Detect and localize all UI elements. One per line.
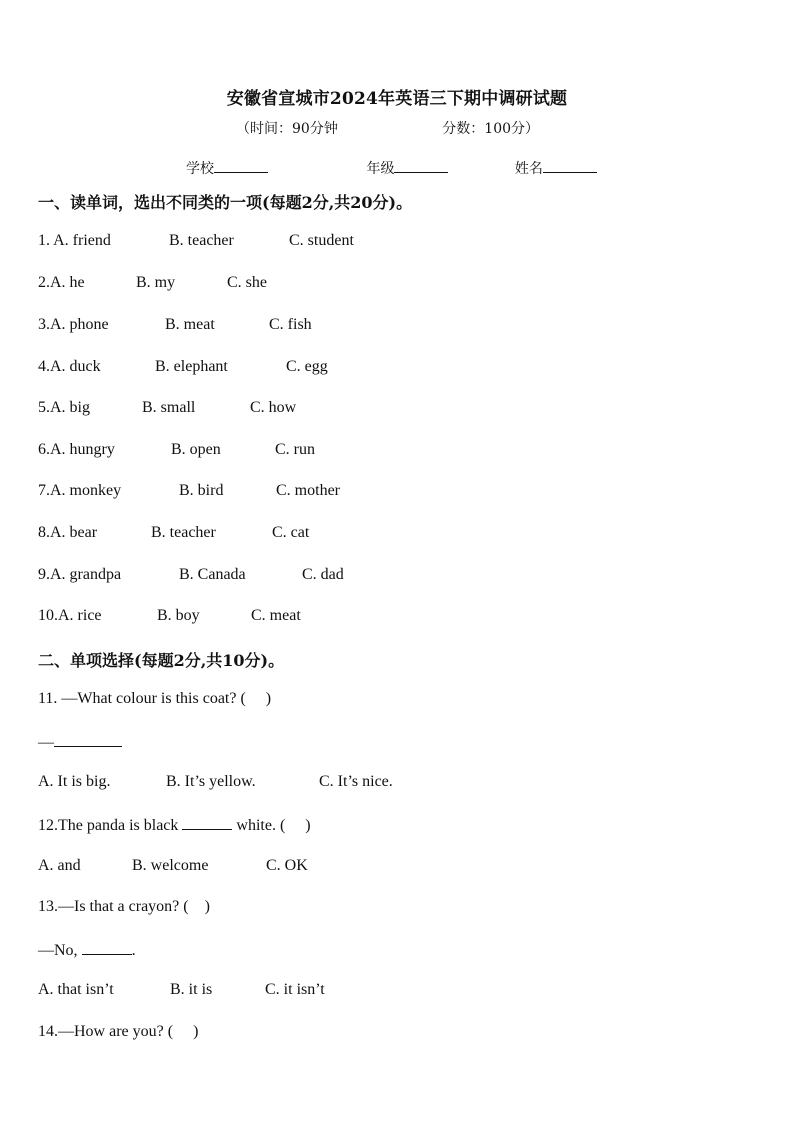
grade-field — [366, 158, 448, 178]
option-a[interactable]: 8.A. bear — [38, 524, 98, 541]
option-c[interactable]: C. fish — [269, 316, 312, 333]
question-13: 13.—Is that a crayon? ( ) — [38, 898, 210, 915]
question-11-answer — [38, 732, 122, 752]
section1-heading: 一、读单词，选出不同类的一项(每题2分,共20分)。 — [38, 193, 413, 212]
option-a[interactable]: 10.A. rice — [38, 607, 102, 624]
option-b[interactable]: B. Canada — [179, 566, 246, 583]
option-a[interactable]: 1. A. friend — [38, 232, 111, 249]
exam-meta — [236, 118, 539, 138]
exam-time: （时间：90分钟 — [236, 121, 338, 137]
name-field — [515, 158, 597, 178]
school-label: 学校 — [186, 161, 214, 177]
option-b[interactable]: B. It’s yellow. — [166, 773, 256, 790]
option-b[interactable]: B. my — [136, 274, 176, 291]
option-a[interactable]: A. and — [38, 857, 81, 874]
option-a[interactable]: A. that isn’t — [38, 981, 114, 998]
question-11-options — [38, 773, 393, 791]
answer-prefix: —No, — [38, 942, 82, 959]
name-label: 姓名 — [514, 161, 543, 177]
option-c[interactable]: C. cat — [272, 524, 310, 541]
option-b[interactable]: B. open — [171, 441, 221, 458]
name-blank[interactable] — [543, 158, 597, 173]
section1-item — [38, 524, 309, 542]
answer-blank[interactable] — [82, 940, 132, 955]
option-c[interactable]: C. mother — [276, 482, 340, 499]
question-11: 11. —What colour is this coat? ( ) — [38, 690, 272, 707]
exam-title: 安徽省宣城市2024年英语三下期中调研试题 — [226, 89, 568, 109]
option-b[interactable]: B. elephant — [155, 358, 228, 375]
option-a[interactable]: A. It is big. — [38, 773, 111, 790]
option-a[interactable]: 6.A. hungry — [38, 441, 115, 458]
option-c[interactable]: C. student — [289, 232, 354, 249]
option-c[interactable]: C. she — [227, 274, 267, 291]
section1-item — [38, 399, 296, 417]
section1-item — [38, 232, 354, 250]
question-13-options — [38, 981, 325, 999]
grade-blank[interactable] — [394, 158, 448, 173]
school-blank[interactable] — [214, 158, 268, 173]
option-c[interactable]: C. how — [250, 399, 297, 416]
question-12-options — [38, 857, 308, 875]
option-b[interactable]: B. welcome — [132, 857, 209, 874]
exam-score: 分数：100分） — [442, 121, 540, 137]
grade-label: 年级 — [366, 161, 395, 177]
option-c[interactable]: C. dad — [302, 566, 344, 583]
option-c[interactable]: C. egg — [286, 358, 328, 375]
section1-item — [38, 482, 340, 500]
section1-item — [38, 566, 344, 584]
option-c[interactable]: C. meat — [251, 607, 301, 624]
option-a[interactable]: 2.A. he — [38, 274, 85, 291]
option-a[interactable]: 3.A. phone — [38, 316, 109, 333]
answer-prefix: — — [38, 734, 54, 751]
answer-blank[interactable] — [182, 815, 232, 830]
question-12-after: white. ( ) — [232, 817, 311, 834]
option-c[interactable]: C. It’s nice. — [319, 773, 393, 790]
option-b[interactable]: B. it is — [170, 981, 213, 998]
option-c[interactable]: C. run — [275, 441, 315, 458]
section1-item — [38, 441, 315, 459]
section2-heading: 二、单项选择(每题2分,共10分)。 — [38, 651, 285, 670]
option-b[interactable]: B. small — [142, 399, 196, 416]
section1-item — [38, 358, 328, 376]
option-a[interactable]: 5.A. big — [38, 399, 90, 416]
section1-item — [38, 316, 312, 334]
school-field — [186, 158, 268, 178]
section1-item — [38, 607, 301, 625]
section1-item — [38, 274, 267, 292]
option-b[interactable]: B. teacher — [151, 524, 216, 541]
question-13-answer — [38, 940, 136, 960]
question-12 — [38, 815, 311, 835]
option-b[interactable]: B. bird — [179, 482, 224, 499]
option-c[interactable]: C. OK — [266, 857, 308, 874]
question-14: 14.—How are you? ( ) — [38, 1023, 199, 1040]
answer-blank[interactable] — [54, 732, 122, 747]
student-info — [186, 158, 597, 178]
question-12-before: 12.The panda is black — [38, 817, 183, 834]
option-b[interactable]: B. boy — [157, 607, 200, 624]
option-a[interactable]: 4.A. duck — [38, 358, 101, 375]
option-a[interactable]: 7.A. monkey — [38, 482, 122, 499]
option-b[interactable]: B. teacher — [169, 232, 234, 249]
option-a[interactable]: 9.A. grandpa — [38, 566, 122, 583]
answer-suffix: . — [131, 942, 136, 959]
option-b[interactable]: B. meat — [165, 316, 215, 333]
option-c[interactable]: C. it isn’t — [265, 981, 325, 998]
